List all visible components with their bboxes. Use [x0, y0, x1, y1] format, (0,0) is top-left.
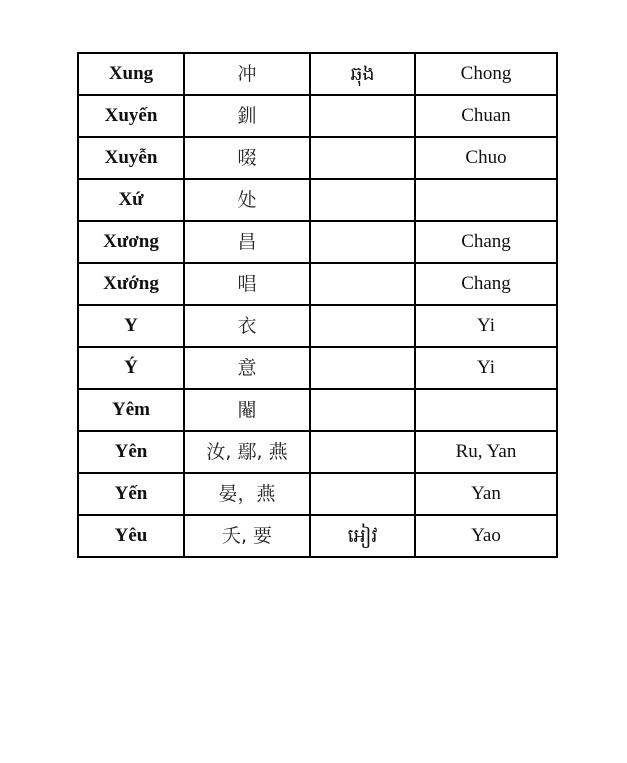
han-character-cell: 晏，燕 [184, 473, 310, 515]
pinyin-cell: Chang [415, 221, 557, 263]
pinyin-cell [415, 179, 557, 221]
khmer-cell [310, 347, 415, 389]
table-row [78, 179, 557, 221]
han-character-cell: 意 [184, 347, 310, 389]
pinyin-cell: Chong [415, 53, 557, 95]
vietnamese-cell: Yêm [78, 389, 184, 431]
vietnamese-cell: Xuyến [78, 95, 184, 137]
han-character-cell: 唱 [184, 263, 310, 305]
khmer-cell [310, 221, 415, 263]
khmer-cell: អៀវ [310, 515, 415, 557]
vietnamese-cell: Ý [78, 347, 184, 389]
khmer-cell [310, 431, 415, 473]
han-character-cell: 昌 [184, 221, 310, 263]
han-character-cell: 夭, 要 [184, 515, 310, 557]
pinyin-cell: Chuo [415, 137, 557, 179]
pinyin-cell: Ru, Yan [415, 431, 557, 473]
vietnamese-cell: Xung [78, 53, 184, 95]
han-character-cell: 衣 [184, 305, 310, 347]
pinyin-cell: Chuan [415, 95, 557, 137]
vietnamese-cell: Xứ [78, 179, 184, 221]
table-row [78, 515, 557, 557]
vietnamese-cell: Yến [78, 473, 184, 515]
khmer-cell [310, 137, 415, 179]
table-row [78, 53, 557, 95]
table-row [78, 263, 557, 305]
vietnamese-cell: Y [78, 305, 184, 347]
pinyin-cell: Yan [415, 473, 557, 515]
pinyin-cell: Chang [415, 263, 557, 305]
table-row [78, 389, 557, 431]
khmer-cell [310, 305, 415, 347]
han-character-cell: 汝, 鄢, 燕 [184, 431, 310, 473]
han-character-cell: 处 [184, 179, 310, 221]
khmer-cell [310, 263, 415, 305]
khmer-cell [310, 389, 415, 431]
han-character-cell: 冲 [184, 53, 310, 95]
han-character-cell: 閹 [184, 389, 310, 431]
table-row [78, 431, 557, 473]
vietnamese-cell: Yêu [78, 515, 184, 557]
pinyin-cell [415, 389, 557, 431]
han-character-cell: 釧 [184, 95, 310, 137]
table-row [78, 137, 557, 179]
khmer-cell [310, 473, 415, 515]
table-row [78, 305, 557, 347]
transliteration-table [77, 52, 558, 558]
table-row [78, 347, 557, 389]
vietnamese-cell: Xướng [78, 263, 184, 305]
table-row [78, 221, 557, 263]
vietnamese-cell: Xương [78, 221, 184, 263]
pinyin-cell: Yi [415, 305, 557, 347]
khmer-cell [310, 179, 415, 221]
han-character-cell: 啜 [184, 137, 310, 179]
vietnamese-cell: Xuyễn [78, 137, 184, 179]
pinyin-cell: Yi [415, 347, 557, 389]
table-row [78, 95, 557, 137]
pinyin-cell: Yao [415, 515, 557, 557]
khmer-cell [310, 95, 415, 137]
vietnamese-cell: Yên [78, 431, 184, 473]
table-row [78, 473, 557, 515]
khmer-cell: ឆុង [310, 53, 415, 95]
